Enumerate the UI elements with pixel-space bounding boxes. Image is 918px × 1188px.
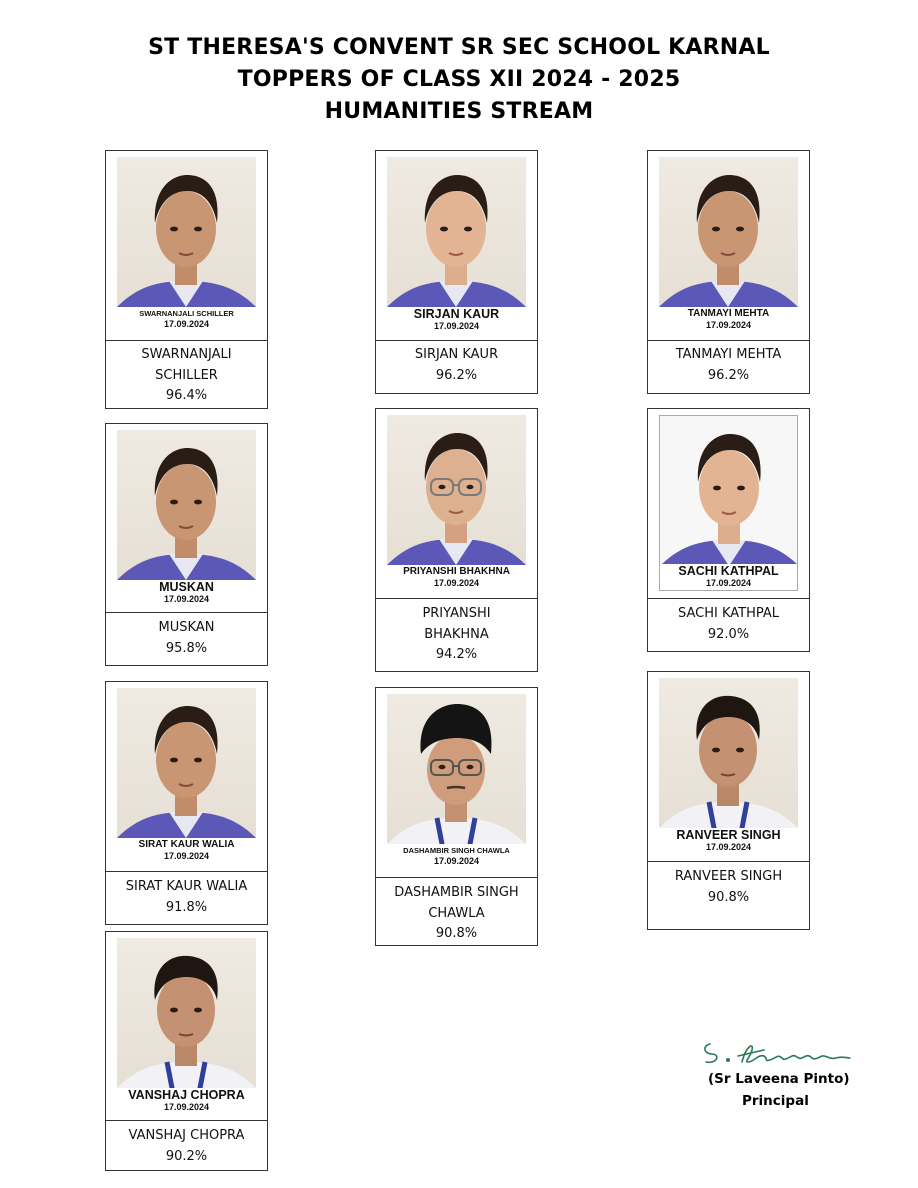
topper-label: [106, 345, 267, 407]
student-photo: [387, 694, 526, 870]
photo-caption: [660, 564, 797, 590]
topper-name: SWARNANJALI: [141, 347, 232, 362]
topper-label: [106, 877, 267, 918]
photo-caption: [387, 844, 526, 870]
topper-percentage: 96.2%: [435, 367, 478, 383]
topper-name: RANVEER SINGH: [674, 869, 783, 884]
photo-caption-date: 17.09.2024: [433, 321, 480, 331]
photo-caption-date: 17.09.2024: [433, 578, 480, 588]
topper-name-line2: BHAKHNA: [424, 626, 489, 642]
topper-label: [648, 345, 809, 386]
photo-caption-name: VANSHAJ CHOPRA: [128, 1088, 245, 1102]
student-photo: [117, 157, 256, 333]
topper-card: [647, 408, 810, 652]
topper-label: [106, 1126, 267, 1167]
principal-name: (Sr Laveena Pinto): [708, 1071, 850, 1087]
topper-label: [376, 883, 537, 945]
principal-signature-icon: [698, 1036, 858, 1070]
photo-caption-date: 17.09.2024: [705, 842, 752, 852]
photo-caption: [659, 828, 798, 854]
photo-caption-date: 17.09.2024: [163, 319, 210, 329]
topper-percentage: 91.8%: [165, 899, 208, 915]
student-photo: [659, 678, 798, 854]
photo-caption-date: 17.09.2024: [163, 851, 210, 861]
photo-caption-name: DASHAMBIR SINGH CHAWLA: [403, 846, 510, 855]
topper-card: [375, 150, 538, 394]
topper-percentage: 92.0%: [707, 626, 750, 642]
photo-caption-date: 17.09.2024: [705, 320, 752, 330]
photo-caption-name: MUSKAN: [159, 580, 214, 594]
topper-percentage: 96.4%: [165, 388, 208, 403]
photo-caption: [387, 307, 526, 333]
student-photo: [387, 157, 526, 333]
topper-name: PRIYANSHI: [422, 606, 491, 621]
photo-caption-date: 17.09.2024: [433, 856, 480, 866]
student-photo: [117, 938, 256, 1114]
topper-label: [376, 345, 537, 386]
photo-caption-date: 17.09.2024: [163, 1102, 210, 1112]
topper-percentage: 96.2%: [707, 367, 750, 383]
topper-percentage: 95.8%: [165, 640, 208, 656]
student-photo: [659, 415, 798, 591]
photo-caption: [117, 307, 256, 333]
photo-caption-name: RANVEER SINGH: [676, 828, 781, 842]
topper-card: [105, 423, 268, 666]
photo-caption: [387, 565, 526, 591]
topper-label: [376, 604, 537, 666]
photo-caption-name: SWARNANJALI SCHILLER: [139, 309, 234, 318]
photo-caption-name: PRIYANSHI BHAKHNA: [403, 566, 510, 577]
topper-name-line2: CHAWLA: [428, 905, 485, 921]
topper-card: [647, 150, 810, 394]
student-photo: [659, 157, 798, 333]
topper-name: DASHAMBIR SINGH: [394, 885, 519, 900]
stream-title: HUMANITIES STREAM: [324, 99, 594, 124]
topper-card: [105, 931, 268, 1171]
topper-name: SIRAT KAUR WALIA: [125, 879, 248, 894]
topper-card: [375, 408, 538, 672]
toppers-title: TOPPERS OF CLASS XII 2024 - 2025: [237, 67, 681, 92]
photo-caption-name: SIRAT KAUR WALIA: [138, 839, 235, 850]
topper-label: [106, 618, 267, 659]
topper-percentage: 90.2%: [165, 1148, 208, 1164]
school-name: ST THERESA'S CONVENT SR SEC SCHOOL KARNAL: [148, 35, 770, 60]
student-photo: [387, 415, 526, 591]
photo-caption: [117, 838, 256, 864]
topper-label: [648, 867, 809, 908]
topper-name: SIRJAN KAUR: [414, 347, 499, 362]
photo-caption: [659, 307, 798, 333]
topper-card: [105, 150, 268, 409]
topper-name: MUSKAN: [158, 620, 215, 635]
topper-name: TANMAYI MEHTA: [675, 347, 782, 362]
topper-name: SACHI KATHPAL: [677, 606, 780, 621]
topper-card: [647, 671, 810, 930]
principal-title: Principal: [742, 1093, 809, 1109]
topper-name-line2: SCHILLER: [155, 367, 218, 383]
student-photo: [117, 430, 256, 606]
photo-caption: [117, 1088, 256, 1114]
topper-percentage: 90.8%: [435, 926, 478, 941]
photo-caption-date: 17.09.2024: [163, 594, 210, 604]
photo-caption-name: SACHI KATHPAL: [678, 564, 779, 578]
topper-percentage: 90.8%: [707, 889, 750, 905]
topper-name: VANSHAJ CHOPRA: [128, 1128, 245, 1143]
topper-card: [375, 687, 538, 946]
photo-caption: [117, 580, 256, 606]
photo-caption-name: TANMAYI MEHTA: [687, 308, 770, 319]
document-header: [0, 32, 918, 128]
topper-card: [105, 681, 268, 925]
photo-caption-date: 17.09.2024: [705, 578, 752, 588]
topper-percentage: 94.2%: [435, 647, 478, 662]
photo-caption-name: SIRJAN KAUR: [413, 307, 500, 321]
topper-label: [648, 604, 809, 645]
student-photo: [117, 688, 256, 864]
